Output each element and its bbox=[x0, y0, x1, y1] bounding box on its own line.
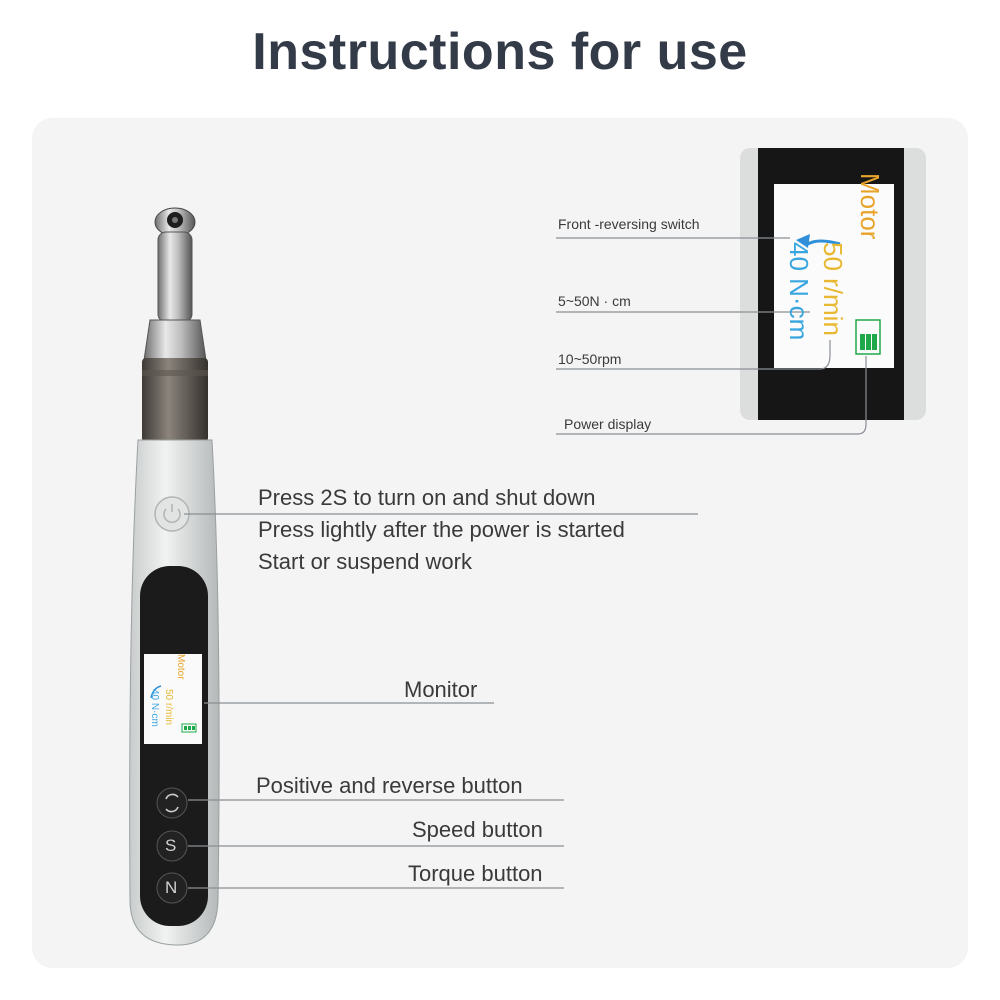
label-monitor: Monitor bbox=[404, 677, 478, 702]
speed-button-glyph: S bbox=[165, 836, 177, 855]
label-power-display: Power display bbox=[564, 416, 652, 432]
label-power-line-3: Start or suspend work bbox=[258, 549, 472, 574]
power-button[interactable] bbox=[155, 497, 189, 531]
torque-button-glyph: N bbox=[165, 878, 178, 897]
label-torque-range: 5~50N · cm bbox=[558, 293, 631, 309]
handpiece-motor-text: Motor bbox=[175, 654, 186, 680]
label-positive-reverse-button: Positive and reverse button bbox=[256, 773, 523, 798]
label-power-line-1: Press 2S to turn on and shut down bbox=[258, 485, 596, 510]
display-speed-text: 50 r/min bbox=[818, 242, 848, 336]
page-title: Instructions for use bbox=[252, 23, 748, 81]
label-power-line-2: Press lightly after the power is started bbox=[258, 517, 625, 542]
handpiece-speed-text: 50 r/min bbox=[163, 689, 174, 726]
label-front-reversing-switch: Front -reversing switch bbox=[558, 216, 700, 232]
handpiece-pos-rev-button[interactable] bbox=[157, 788, 187, 818]
display-motor-text: Motor bbox=[855, 173, 885, 240]
label-torque-button: Torque button bbox=[408, 861, 543, 886]
handpiece-torque-text: 40 N·cm bbox=[149, 689, 160, 727]
display-torque-text: 40 N·cm bbox=[784, 242, 814, 341]
handpiece-head bbox=[142, 208, 208, 442]
label-speed-button: Speed button bbox=[412, 817, 543, 842]
label-speed-range: 10~50rpm bbox=[558, 351, 622, 367]
